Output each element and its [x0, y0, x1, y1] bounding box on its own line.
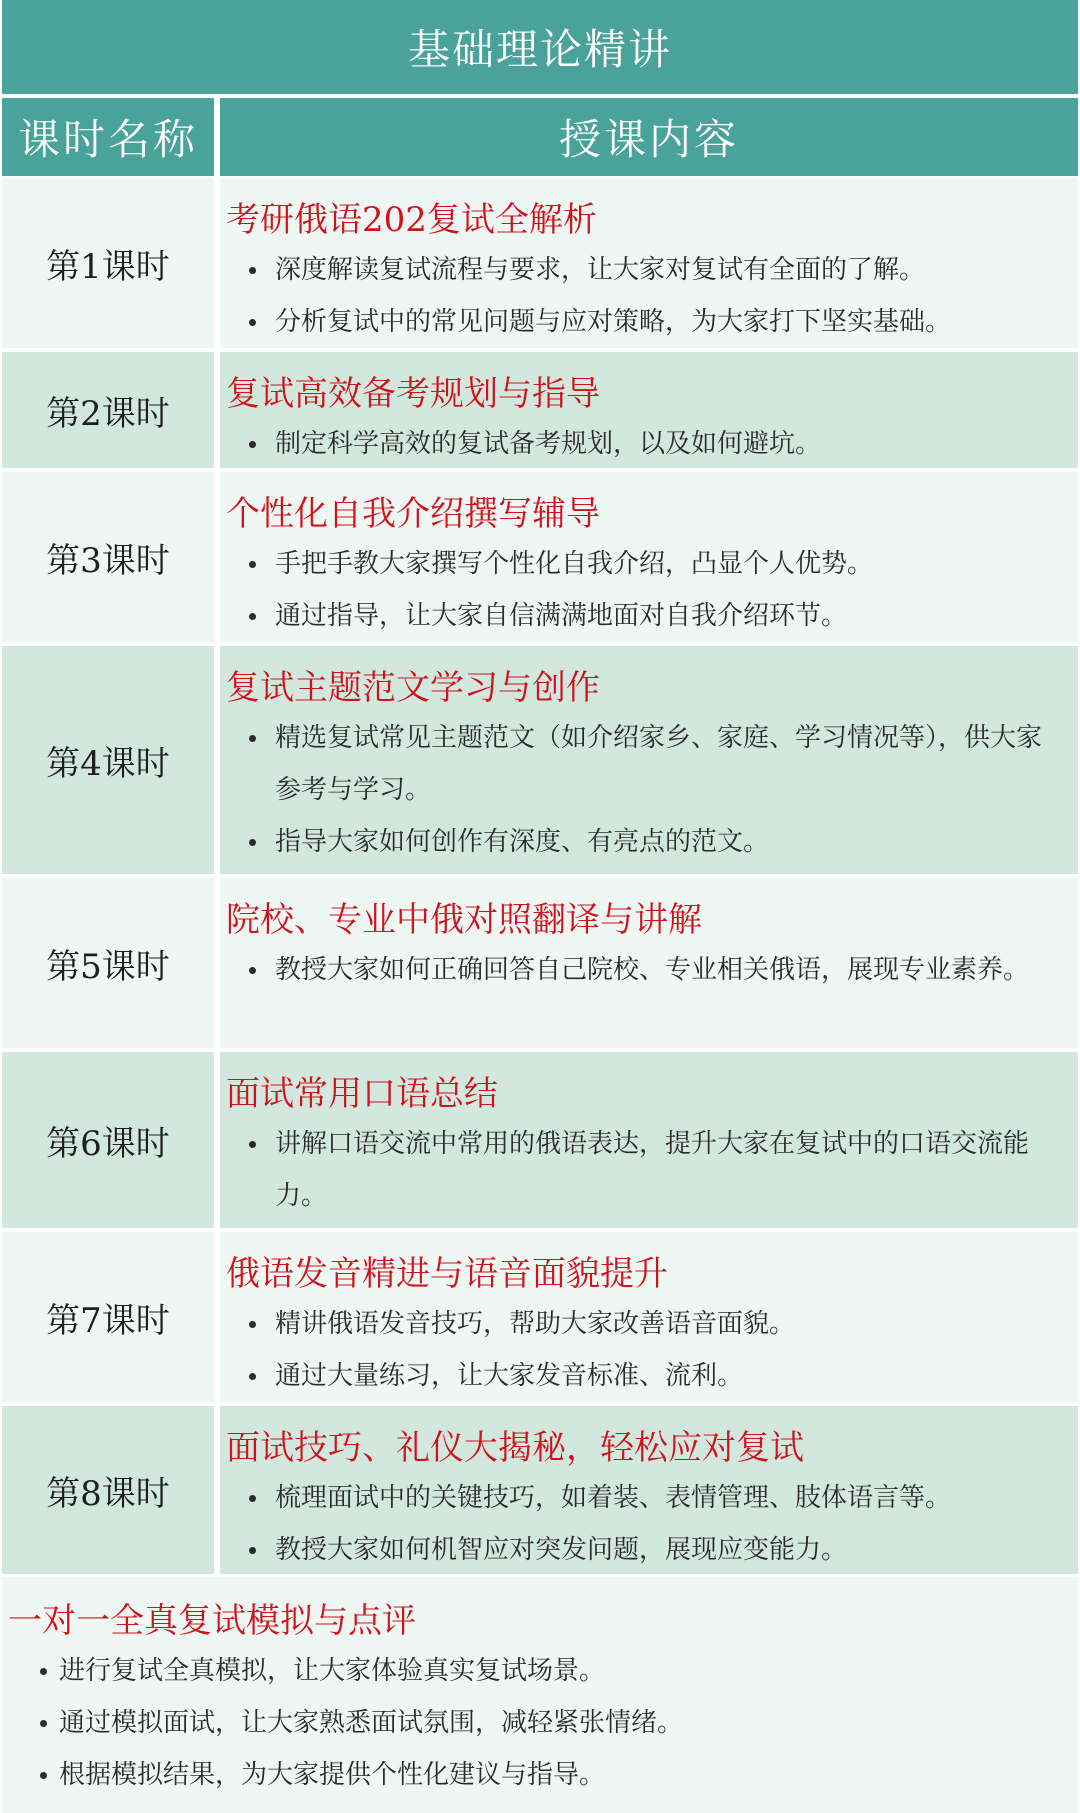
lesson-bullet: 教授大家如何正确回答自己院校、专业相关俄语，展现专业素养。 — [226, 944, 1054, 996]
lesson-label: 第2课时 — [2, 352, 214, 468]
lesson-bullet: 讲解口语交流中常用的俄语表达，提升大家在复试中的口语交流能力。 — [226, 1118, 1054, 1222]
lesson-content — [220, 178, 1078, 348]
lesson-bullet-list — [226, 538, 1054, 642]
lesson-bullet-list — [226, 1298, 1054, 1402]
lesson-bullet-list — [226, 244, 1054, 348]
lesson-row-4 — [2, 646, 1078, 874]
column-header-name: 课时名称 — [2, 98, 214, 176]
lesson-bullet-list — [226, 1472, 1054, 1576]
lesson-heading: 院校、专业中俄对照翻译与讲解 — [226, 900, 702, 940]
section-bullet: 进行复试全真模拟，让大家体验真实复试场景。 — [8, 1645, 1058, 1697]
lesson-label: 第8课时 — [2, 1406, 214, 1574]
lesson-bullet: 深度解读复试流程与要求，让大家对复试有全面的了解。 — [226, 244, 1054, 296]
lesson-bullet-list — [226, 944, 1054, 996]
lesson-content — [220, 1232, 1078, 1402]
lesson-label: 第4课时 — [2, 646, 214, 874]
lesson-bullet: 教授大家如何机智应对突发问题，展现应变能力。 — [226, 1524, 1054, 1576]
mock-interview-section — [2, 1577, 1078, 1813]
lesson-heading: 个性化自我介绍撰写辅导 — [226, 494, 600, 534]
lesson-bullet: 精选复试常见主题范文（如介绍家乡、家庭、学习情况等），供大家参考与学习。 — [226, 712, 1054, 816]
lesson-label: 第7课时 — [2, 1232, 214, 1402]
section-heading: 一对一全真复试模拟与点评 — [8, 1601, 416, 1641]
lesson-heading: 考研俄语202复试全解析 — [226, 200, 597, 240]
section-bullet: 通过模拟面试，让大家熟悉面试氛围，减轻紧张情绪。 — [8, 1697, 1058, 1749]
lesson-content — [220, 472, 1078, 642]
section-bullet: 根据模拟结果，为大家提供个性化建议与指导。 — [8, 1749, 1058, 1801]
lesson-content — [220, 878, 1078, 1048]
lesson-bullet: 指导大家如何创作有深度、有亮点的范文。 — [226, 816, 1054, 868]
lesson-heading: 面试常用口语总结 — [226, 1074, 498, 1114]
lesson-row-2 — [2, 352, 1078, 468]
lesson-heading: 面试技巧、礼仪大揭秘，轻松应对复试 — [226, 1428, 804, 1468]
lesson-heading: 复试主题范文学习与创作 — [226, 668, 600, 708]
lesson-bullet: 精讲俄语发音技巧，帮助大家改善语音面貌。 — [226, 1298, 1054, 1350]
lesson-bullet-list — [226, 1118, 1054, 1222]
lesson-heading: 俄语发音精进与语音面貌提升 — [226, 1254, 668, 1294]
lesson-content — [220, 646, 1078, 874]
lesson-bullet: 手把手教大家撰写个性化自我介绍，凸显个人优势。 — [226, 538, 1054, 590]
lesson-label: 第6课时 — [2, 1052, 214, 1228]
lesson-row-5 — [2, 878, 1078, 1048]
lesson-bullet: 通过大量练习，让大家发音标准、流利。 — [226, 1350, 1054, 1402]
lesson-row-1 — [2, 178, 1078, 348]
page-title: 基础理论精讲 — [2, 0, 1078, 94]
lesson-content — [220, 1052, 1078, 1228]
lesson-bullet: 制定科学高效的复试备考规划，以及如何避坑。 — [226, 418, 1054, 470]
lesson-bullet: 分析复试中的常见问题与应对策略，为大家打下坚实基础。 — [226, 296, 1054, 348]
lesson-label: 第1课时 — [2, 178, 214, 348]
section-bullet-list — [8, 1645, 1058, 1801]
lesson-row-7 — [2, 1232, 1078, 1402]
lesson-heading: 复试高效备考规划与指导 — [226, 374, 600, 414]
lesson-label: 第5课时 — [2, 878, 214, 1048]
lesson-row-8 — [2, 1406, 1078, 1574]
lesson-row-6 — [2, 1052, 1078, 1228]
lesson-row-3 — [2, 472, 1078, 642]
lesson-bullet-list — [226, 418, 1054, 470]
lesson-bullet: 通过指导，让大家自信满满地面对自我介绍环节。 — [226, 590, 1054, 642]
column-header-content: 授课内容 — [220, 98, 1078, 176]
lesson-content — [220, 1406, 1078, 1574]
lesson-content — [220, 352, 1078, 468]
lesson-bullet: 梳理面试中的关键技巧，如着装、表情管理、肢体语言等。 — [226, 1472, 1054, 1524]
lesson-bullet-list — [226, 712, 1054, 868]
lesson-label: 第3课时 — [2, 472, 214, 642]
